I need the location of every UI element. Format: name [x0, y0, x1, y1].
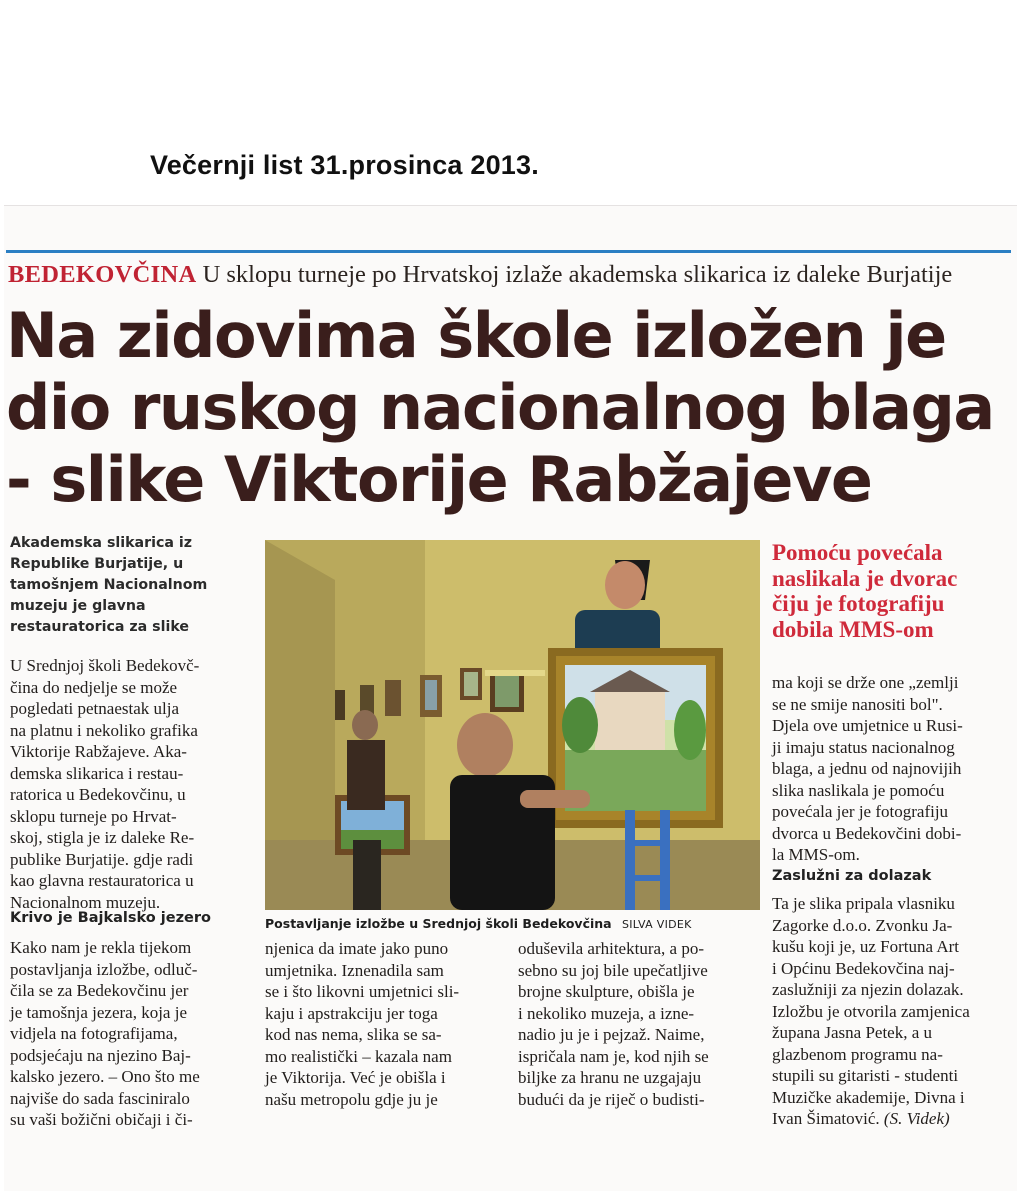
article-column-1-cont [10, 937, 255, 1131]
body-line: i nekoliko muzeja, a izne- [518, 1003, 695, 1023]
body-line: Zagorke d.o.o. Zvonku Ja- [772, 915, 953, 935]
article-column-2 [265, 938, 510, 1110]
body-line: podsjećaju na njezino Baj- [10, 1045, 191, 1065]
subheading-lake: Krivo je Bajkalsko jezero [10, 910, 211, 926]
photo-credit: SILVA VIDEK [621, 918, 692, 931]
photo-illustration [265, 540, 760, 910]
body-line-last [772, 1108, 1005, 1130]
body-line: i Općinu Bedekovčina naj- [772, 958, 955, 978]
body-text: Ivan Šimatović. [772, 1109, 880, 1128]
body-line: vidjela na fotografijama, [10, 1024, 178, 1043]
body-line: biljke za hranu ne uzgajaju [518, 1068, 702, 1087]
lead-line: restauratorica za slike [10, 619, 190, 635]
article-column-4-cont [772, 893, 1005, 1130]
body-line: se ne smije nanositi bol". [772, 694, 943, 714]
body-line: slika naslikala je pomoću [772, 780, 945, 800]
body-line: njenica da imate jako puno [265, 939, 449, 958]
body-line: mo realistički – kazala nam [265, 1046, 452, 1066]
clipping-source-label: Večernji list 31.prosinca 2013. [150, 150, 539, 180]
body-line: Kako nam je rekla tijekom [10, 938, 192, 957]
headline-line: - slike Viktorije Rabžajeve [6, 443, 872, 516]
article-column-3 [518, 938, 763, 1110]
article-photo [265, 540, 760, 910]
body-line: sklopu turneje po Hrvat- [10, 806, 177, 826]
body-line: Izložbu je otvorila zamjenica [772, 1001, 970, 1021]
body-line: kod nas nema, slika se sa- [265, 1025, 442, 1044]
pull-quote-line: naslikala je dvorac [772, 565, 958, 591]
photo-caption [265, 916, 692, 931]
pull-quote-line: čiju je fotografiju [772, 591, 945, 616]
pull-quote [772, 540, 1002, 642]
body-line: čina do nedjelje se može [10, 677, 178, 697]
body-line: brojne skulpture, obišla je [518, 982, 695, 1001]
body-line: Djela ove umjetnice u Rusi- [772, 716, 963, 735]
body-line: pogledati petnaestak ulja [10, 699, 179, 718]
body-line: budući da je riječ o budisti- [518, 1089, 705, 1109]
body-line: nadio ju je i pejzaž. Naime, [518, 1025, 705, 1044]
body-line: skoj, stigla je iz daleke Re- [10, 828, 195, 847]
body-line: kalsko jezero. – Ono što me [10, 1067, 200, 1086]
body-line: publike Burjatije. gdje radi [10, 849, 194, 869]
body-line: Muzičke akademije, Divna i [772, 1087, 965, 1107]
lead-line: tamošnjem Nacionalnom [10, 577, 208, 593]
body-line: Nacionalnom muzeju. [10, 892, 161, 912]
body-line: dvorca u Bedekovčini dobi- [772, 823, 962, 843]
body-line: povećala jer je fotografiju [772, 802, 949, 821]
body-line: čila se za Bedekovčinu jer [10, 981, 189, 1000]
body-line: kao glavna restauratorica u [10, 871, 194, 890]
body-line: zaslužniji za njezin dolazak. [772, 980, 964, 999]
body-line: kaju i apstrakciju jer toga [265, 1003, 438, 1023]
headline [6, 300, 1006, 516]
body-line: stupili su gitaristi - studenti [772, 1066, 959, 1085]
body-line: najviše do sada fasciniralo [10, 1088, 190, 1108]
body-line: župana Jasna Petek, a u [772, 1023, 933, 1042]
body-line: la MMS-om. [772, 845, 860, 864]
kicker [8, 261, 952, 289]
body-line: glazbenom programu na- [772, 1044, 943, 1064]
article-column-4 [772, 672, 1005, 866]
pull-quote-line: dobila MMS-om [772, 616, 934, 642]
body-line: našu metropolu gdje ju je [265, 1089, 438, 1109]
body-line: umjetnika. Iznenadila sam [265, 960, 444, 980]
headline-line: Na zidovima škole izložen je [6, 299, 946, 372]
lead-line: Akademska slikarica iz [10, 535, 193, 551]
photo-caption-text: Postavljanje izložbe u Srednjoj školi Bedekovčina [265, 916, 612, 931]
lead-line: muzeju je glavna [10, 598, 146, 614]
lead-paragraph [10, 533, 250, 638]
body-line: Ta je slika pripala vlasniku [772, 894, 955, 913]
body-line: U Srednjoj školi Bedekovč- [10, 656, 200, 675]
body-line: ji imaju status nacionalnog [772, 737, 955, 757]
body-line: je tamošnja jezera, koja je [10, 1002, 187, 1022]
body-line: ratorica u Bedekovčinu, u [10, 785, 186, 804]
section-rule [6, 250, 1011, 253]
kicker-text: U sklopu turneje po Hrvatskoj izlaže akademska slikarica iz daleke Burjatije [202, 261, 953, 288]
body-line: blaga, a jednu od najnovijih [772, 759, 962, 778]
lead-line: Republike Burjatije, u [10, 556, 184, 572]
body-line: ma koji se drže one „zemlji [772, 673, 959, 692]
article-column-1 [10, 655, 255, 913]
pull-quote-line: Pomoću povećala [772, 540, 943, 565]
body-line: na platnu i nekoliko grafika [10, 720, 198, 740]
body-line: ispričala nam je, kod njih se [518, 1046, 709, 1066]
kicker-tag: BEDEKOVČINA [8, 261, 197, 288]
headline-line: dio ruskog nacionalnog blaga [6, 371, 994, 444]
subheading-credits: Zaslužni za dolazak [772, 868, 932, 884]
author-signature: (S. Videk) [883, 1109, 950, 1128]
body-line: demska slikarica i restau- [10, 763, 184, 783]
body-line: postavljanja izložbe, odluč- [10, 959, 198, 979]
body-line: kušu koji je, uz Fortuna Art [772, 937, 959, 956]
body-line: Viktorije Rabžajeve. Aka- [10, 742, 187, 761]
body-line: se i što likovni umjetnici sli- [265, 982, 460, 1001]
body-line: oduševila arhitektura, a po- [518, 939, 704, 958]
body-line: sebno su joj bile upečatljive [518, 960, 708, 980]
body-line: su vaši božični običaji i či- [10, 1110, 193, 1129]
body-line: je Viktorija. Već je obišla i [265, 1068, 446, 1087]
